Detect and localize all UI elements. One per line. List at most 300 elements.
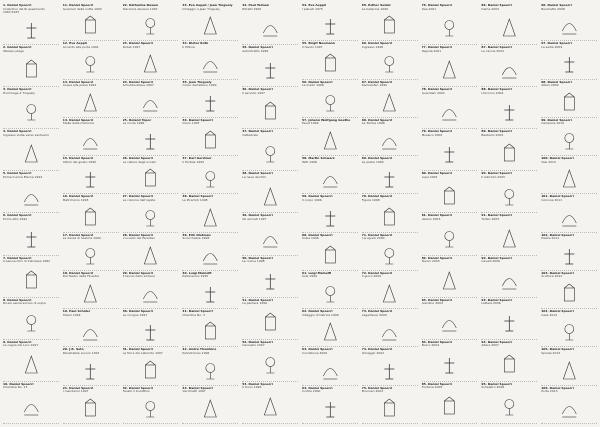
entry-title: 97. Daniel Spoerri [541,41,572,46]
catalog-entry [123,156,179,194]
artwork-sketch-icon [3,222,59,254]
entry-detail: Cattedrale [242,132,258,137]
artwork-sketch-icon [362,88,418,116]
entry-detail: Fausto il burattino [122,389,150,394]
artwork-sketch-icon [422,180,478,212]
entry-title: 62. Daniel Spoerri [301,309,333,314]
catalog-entry [362,233,418,271]
artwork-sketch-icon [242,390,298,422]
catalog-entry [481,87,537,129]
entry-detail: Acqua alla presa 1992 [62,83,97,88]
entry-detail: Boschetto 2008 [541,6,565,11]
artwork-sketch-icon [123,126,179,154]
artwork-sketch-icon [541,203,597,231]
entry-detail: Sciocchezze 1998 [182,236,210,241]
catalog-entry [3,45,59,87]
catalog-entry [362,156,418,194]
entry-title: 43. Daniel Spoerri [182,385,213,390]
artwork-sketch-icon [242,95,298,127]
catalog-entry [302,233,358,271]
entry-title: 82. Daniel Spoerri [421,255,453,260]
entry-detail: Piazza 2011 [541,236,560,241]
catalog-entry [3,382,59,424]
catalog-entry [242,382,298,424]
entry-detail: Ricavi senza sorriso di sopra [3,301,46,306]
entry-detail: Lupa 2002 [421,174,438,179]
catalog-entry [422,298,478,340]
catalog-entry [422,213,478,255]
catalog-entry [63,80,119,118]
entry-title: 31. Daniel Spoerri [122,347,154,352]
entry-detail: La Torre del Labirinto 1997 [122,350,163,355]
artwork-sketch-icon [123,11,179,39]
entry-title: 58. Martin Schwarz [301,156,335,161]
artwork-sketch-icon [182,164,238,192]
entry-title: 71. Daniel Spoerri [361,232,393,237]
entry-title: 53. Daniel Spoerri [242,381,273,386]
artwork-sketch-icon [182,88,238,116]
entry-detail: Chambre No. 13 [3,385,28,390]
entry-title: 38. Daniel Spoerri [182,194,213,199]
catalog-column [63,3,119,424]
artwork-sketch-icon [3,180,59,212]
artwork-sketch-icon [182,49,238,77]
entry-title: 101. Daniel Spoerri [541,194,574,199]
entry-detail: Dame 2003 [481,6,499,11]
catalog-column [123,3,179,424]
artwork-sketch-icon [422,390,478,422]
artwork-sketch-icon [182,279,238,307]
artwork-sketch-icon [422,95,478,127]
entry-title: 28. Daniel Spoerri [122,232,154,237]
entry-detail: Lettere 2006 [481,301,501,306]
catalog-entry [242,298,298,340]
catalog-entry [182,271,238,309]
artwork-sketch-icon [362,394,418,422]
catalog-entry [362,41,418,79]
catalog-entry [422,87,478,129]
entry-detail: Corpo dell'albero 1999 [182,83,217,88]
catalog-entry [3,340,59,382]
entry-title: 25. Roland Topor [122,117,152,122]
entry-title: 7. Daniel Spoerri [3,255,32,260]
entry-detail: Il tavolo 1997 [301,44,323,49]
artwork-sketch-icon [242,264,298,296]
catalog-entry [242,340,298,382]
entry-detail: La colonna dell'ospite [122,197,156,202]
entry-title: 78. Daniel Spoerri [421,87,453,92]
artwork-sketch-icon [63,164,119,192]
entry-title: 44. Paul Talman [242,3,269,7]
catalog-entry [63,41,119,79]
catalog-entry [302,156,358,194]
artwork-sketch-icon [302,279,358,307]
artwork-sketch-icon [123,317,179,345]
entry-title: 29. Daniel Spoerri [122,270,154,275]
entry-detail: Cortile 2000 [301,389,321,394]
artwork-sketch-icon [541,88,597,116]
entry-title: 70. Daniel Spoerri [361,194,393,199]
entry-detail: Accanto alla porta 1991 [62,44,99,49]
artwork-sketch-icon [3,348,59,380]
catalog-entry [362,347,418,385]
catalog-entry [481,256,537,298]
entry-detail: Bestiario 2004 [481,132,504,137]
entry-title: 18. Daniel Spoerri [62,270,94,275]
entry-title: 85. Daniel Spoerri [421,381,453,386]
entry-title: 17. Daniel Spoerri [62,232,94,237]
entry-title: 16. Daniel Spoerri [62,194,94,199]
artwork-sketch-icon [3,95,59,127]
entry-title: 57. Johann Wolfgang Goethe [301,117,351,122]
artwork-sketch-icon [3,264,59,296]
entry-detail: Ritratti 1990 [242,6,262,11]
artwork-sketch-icon [242,222,298,254]
artwork-sketch-icon [182,241,238,269]
entry-detail: Omaggio a Jean Tinguely [182,6,220,11]
artwork-sketch-icon [182,11,238,39]
entry-title: 27. Daniel Spoerri [122,194,154,199]
artwork-sketch-icon [123,279,179,307]
entry-detail: La sedia 2009 [541,44,563,49]
entry-detail: Figura 1998 [361,197,380,202]
artwork-sketch-icon [182,317,238,345]
catalog-entry [3,213,59,255]
artwork-sketch-icon [242,180,298,212]
entry-detail: Scala 1996 [301,236,319,241]
artwork-sketch-icon [63,203,119,231]
entry-title: 35. Jean Tinguely [182,79,212,84]
entry-title: 36. Daniel Spoerri [182,117,213,122]
catalog-entry [182,3,238,41]
artwork-sketch-icon [63,279,119,307]
artwork-sketch-icon [541,164,597,192]
entry-detail: I prugnoli 2000 [361,236,385,241]
catalog-column [3,3,59,424]
catalog-entry [123,386,179,424]
catalog-entry [3,129,59,171]
artwork-sketch-icon [63,356,119,384]
catalog-entry [63,386,119,424]
entry-title: 3. Daniel Spoerri [3,87,32,92]
catalog-entry [182,194,238,232]
entry-detail: Tavolo 2003 [421,259,440,264]
entry-title: 64. Daniel Spoerri [301,385,333,390]
entry-detail: Il gioco 2000 [361,274,382,279]
entry-detail: Scultura 2012 [541,274,563,279]
catalog-entry [481,382,537,424]
entry-detail: Totem 1994 [62,312,81,317]
artwork-sketch-icon [362,203,418,231]
catalog-entry [182,347,238,385]
artwork-sketch-icon [123,164,179,192]
artwork-sketch-icon [242,53,298,85]
artwork-sketch-icon [422,137,478,169]
entry-detail: Casa 2012 [541,312,558,317]
entry-detail: Il Pittore [182,44,195,49]
artwork-sketch-icon [63,88,119,116]
entry-title: 14. Daniel Spoerri [62,117,94,122]
entry-detail: Tetti 1996 [301,159,317,164]
catalog-entry [3,298,59,340]
entry-title: 55. Birgit Neumann [301,41,335,46]
entry-detail: Sole 1999 [301,274,317,279]
artwork-sketch-icon [63,49,119,77]
catalog-entry [302,118,358,156]
catalog-entry [182,41,238,79]
entry-detail: L'uccello del Paradiso [122,236,155,241]
entry-title: 99. Daniel Spoerri [541,117,572,122]
artwork-sketch-icon [362,49,418,77]
entry-title: 77. Daniel Spoerri [421,45,453,50]
catalog-entry [63,271,119,309]
catalog-entry [422,340,478,382]
entry-detail: Kodak 1997 [122,44,141,49]
catalog-entry [302,3,358,41]
entry-title: 84. Daniel Spoerri [421,339,453,344]
artwork-sketch-icon [242,11,298,43]
entry-title: 66. Daniel Spoerri [361,41,393,46]
entry-detail: Tableau piège [3,48,24,53]
entry-title: 69. Daniel Spoerri [361,156,393,161]
catalog-entry [362,80,418,118]
entry-detail: Carosello 1997 [242,343,265,348]
catalog-entry [63,156,119,194]
catalog-entry [362,118,418,156]
entry-detail: Prima Cucina Eterna 1994 [3,174,43,179]
entry-title: 67. Daniel Spoerri [361,79,393,84]
entry-detail: Cavalli 2006 [481,259,501,264]
artwork-sketch-icon [481,348,537,380]
entry-detail: Pagoda 2001 [421,48,442,53]
artwork-sketch-icon [63,11,119,39]
catalog-entry [3,171,59,213]
entry-title: 92. Daniel Spoerri [481,255,512,260]
catalog-entry [481,213,537,255]
entry-title: 9. Daniel Spoerri [3,339,32,344]
entry-title: 87. Daniel Spoerri [481,45,512,50]
entry-detail: I pianeti 1975 [301,6,323,11]
artwork-sketch-icon [123,49,179,77]
entry-title: 33. Eva Aeppli / Jean Tinguely [182,3,233,7]
artwork-sketch-icon [362,279,418,307]
catalog-entry [242,213,298,255]
catalog-entry [541,386,597,424]
entry-title: 104. Daniel Spoerri [541,309,574,314]
catalog-column [422,3,478,424]
entry-title: 91. Daniel Spoerri [481,213,512,218]
catalog-entry [541,3,597,41]
catalog-entry [422,3,478,45]
artwork-sketch-icon [481,180,537,212]
entry-title: 83. Daniel Spoerri [421,297,453,302]
entry-detail: Pallonaroso 1995 [182,274,209,279]
entry-title: 42. André Thomkins [182,347,217,352]
entry-detail: Ingresso visite verso santuario [3,132,49,137]
artwork-sketch-icon [362,126,418,154]
entry-detail: Il tavolo dello zodiaco [122,274,156,279]
entry-title: 24. Daniel Spoerri [122,79,154,84]
artwork-sketch-icon [182,394,238,422]
entry-detail: Palindromes 1996 [182,350,210,355]
artwork-sketch-icon [302,203,358,231]
artwork-sketch-icon [422,348,478,380]
entry-detail: Discarica abusiva 1997 [122,6,158,11]
entry-title: 47. Daniel Spoerri [242,129,273,134]
catalog-entry [63,347,119,385]
catalog-entry [302,271,358,309]
entry-detail: Hommage à Tinguely [3,90,36,95]
artwork-sketch-icon [541,356,597,384]
entry-detail: Il labirinto 2005 [481,174,506,179]
catalog-entry [182,118,238,156]
artwork-sketch-icon [422,306,478,338]
catalog-entry [123,118,179,156]
artwork-sketch-icon [422,264,478,296]
entry-title: 98. Daniel Spoerri [541,79,572,84]
entry-detail: Matrimonio 1993 [62,197,89,202]
catalog-entry [422,256,478,298]
catalog-entry [3,256,59,298]
entry-title: 54. Eva Aeppli [301,3,327,7]
entry-title: 5. Daniel Spoerri [3,171,32,176]
entry-detail: Penetrabile sonoro 1997 [62,350,100,355]
artwork-sketch-icon [481,306,537,338]
entry-title: 50. Daniel Spoerri [242,255,273,260]
entry-detail: Gli arrivati 1997 [242,217,267,222]
entry-title: 30. Daniel Spoerri [122,309,154,314]
catalog-entry [63,118,119,156]
entry-title: 100. Daniel Spoerri [541,156,574,161]
entry-title: 86. Daniel Spoerri [481,3,512,7]
entry-detail: Porta 2013 [541,389,558,394]
entry-title: 96. Daniel Spoerri [541,3,572,7]
artwork-sketch-icon [3,53,59,85]
catalog-entry [481,3,537,45]
entry-title: 46. Daniel Spoerri [242,87,273,92]
artwork-sketch-icon [481,11,537,43]
catalog-columns [3,3,597,424]
catalog-entry [242,129,298,171]
catalog-entry [481,45,537,87]
artwork-sketch-icon [302,164,358,192]
entry-detail: Omaggio 2002 [361,350,384,355]
entry-title: 65. Esther Seidel [361,3,391,7]
artwork-sketch-icon [63,394,119,422]
entry-detail: La cagna del Loro 1997 [3,343,39,348]
entry-title: 94. Daniel Spoerri [481,339,512,344]
catalog-entry [422,45,478,87]
entry-title: 60. Daniel Spoerri [301,232,333,237]
catalog-entry [123,347,179,385]
catalog-entry [242,45,298,87]
entry-title: 74. Daniel Spoerri [361,347,393,352]
entry-detail: Vasi 2010 [541,159,556,164]
entry-title: 39. Erik Dietman [182,232,211,237]
catalog-entry [242,171,298,213]
catalog-entry [481,171,537,213]
entry-title: 76. Daniel Spoerri [421,3,453,7]
artwork-sketch-icon [123,356,179,384]
entry-detail: La pantera 1996 [242,301,267,306]
catalog-column [302,3,358,424]
artwork-sketch-icon [182,126,238,154]
entry-detail: Ingresso 1998 [361,44,384,49]
artwork-sketch-icon [3,15,59,43]
entry-detail: Primo atto 1992 [3,217,28,222]
entry-detail: Alberi 2009 [541,83,559,88]
artwork-sketch-icon [302,394,358,422]
entry-detail: Colonne 2011 [541,197,563,202]
catalog-entry [422,171,478,213]
catalog-entry [541,347,597,385]
entry-title: 75. Daniel Spoerri [361,385,393,390]
entry-title: 12. Eva Aeppli [62,41,87,46]
entry-title: 2. Daniel Spoerri [3,45,32,50]
catalog-entry [422,129,478,171]
catalog-entry [242,3,298,45]
entry-title: 21. Daniel Spoerri [62,385,94,390]
catalog-entry [302,347,358,385]
entry-title: 49. Daniel Spoerri [242,213,273,218]
entry-title: 105. Daniel Spoerri [541,347,574,352]
entry-title: 41. Daniel Spoerri [182,309,213,314]
catalog-entry [123,233,179,271]
artwork-sketch-icon [541,241,597,269]
entry-detail: I mandarini 1997 [62,389,89,394]
artwork-sketch-icon [362,164,418,192]
artwork-sketch-icon [182,203,238,231]
entry-title: 93. Daniel Spoerri [481,297,512,302]
entry-detail: Spirale 2013 [541,350,561,355]
catalog-entry [123,80,179,118]
entry-title: 20. J.R. Soto [62,347,84,352]
artwork-sketch-icon [362,317,418,345]
entry-detail: Le madri 1996 [301,83,324,88]
entry-detail: Il servizio 1997 [242,90,265,95]
artwork-sketch-icon [481,53,537,85]
catalog-entry [362,309,418,347]
catalog-column [362,3,418,424]
artwork-sketch-icon [481,264,537,296]
catalog-entry [182,80,238,118]
artwork-sketch-icon [541,279,597,307]
artwork-sketch-icon [123,88,179,116]
artwork-sketch-icon [3,306,59,338]
entry-title: 40. Luigi Mainolfi [182,270,212,275]
artwork-sketch-icon [541,11,597,39]
artwork-sketch-icon [362,11,418,39]
catalog-entry [123,309,179,347]
catalog-entry [63,309,119,347]
entry-title: 1. Daniel Spoerri [3,3,32,7]
catalog-entry [63,233,119,271]
catalog-entry [302,80,358,118]
artwork-sketch-icon [541,317,597,345]
catalog-entry [422,382,478,424]
entry-title: 51. Daniel Spoerri [242,297,273,302]
catalog-entry [541,118,597,156]
catalog-entry [302,386,358,424]
entry-detail: Brunnen 2002 [361,389,384,394]
entry-detail: La ballerina 1999 [361,6,388,11]
entry-detail: Condizione 2000 [301,350,328,355]
entry-title: 34. Dieter Roth [182,41,209,46]
entry-title: 89. Daniel Spoerri [481,129,512,134]
catalog-entry [362,3,418,41]
entry-detail: Veliero 2003 [421,217,441,222]
entry-title: 72. Daniel Spoerri [361,270,393,275]
